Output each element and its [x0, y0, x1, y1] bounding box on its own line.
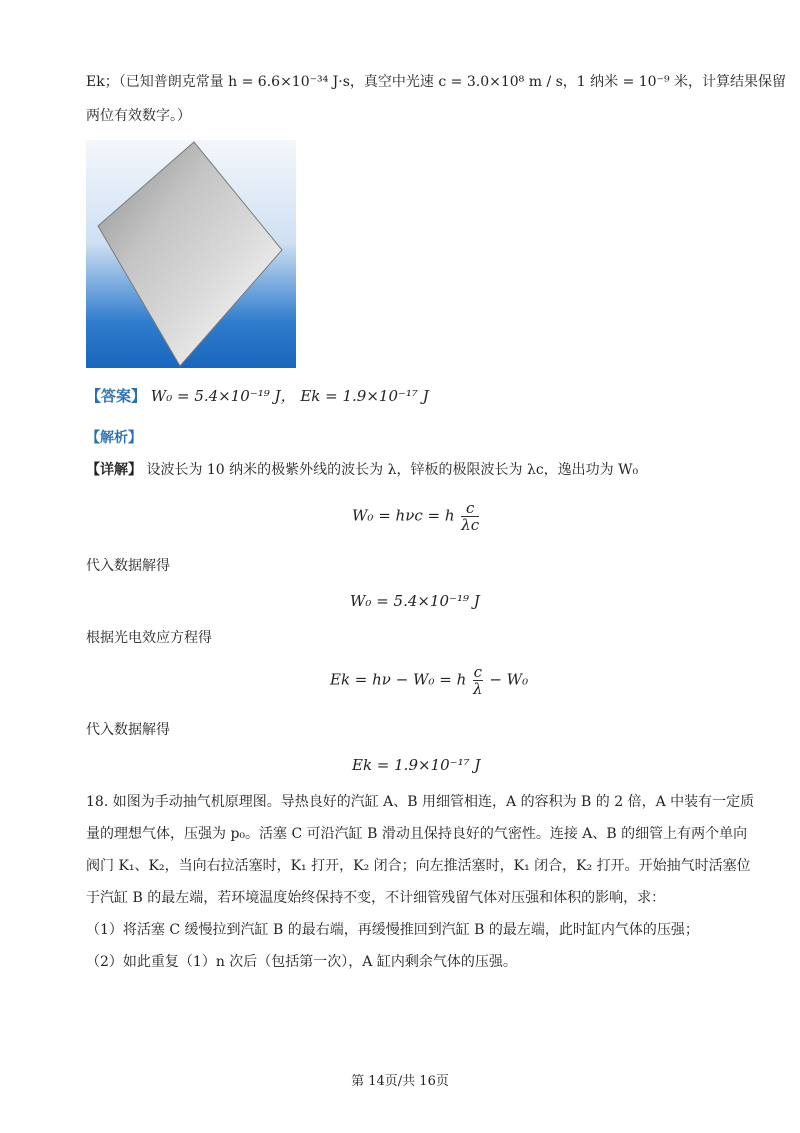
problem18-question-1: （1）将活塞 C 缓慢拉到汽缸 B 的最右端，再缓慢推回到汽缸 B 的最左端，此时缸内气体的压强；: [86, 922, 699, 938]
metal-plate-icon: [86, 140, 296, 368]
step-2: 根据光电效应方程得: [86, 630, 212, 646]
formula3-num: c: [473, 663, 482, 681]
formula1-num: c: [466, 499, 475, 517]
formula3-left: Ek = hν − W₀ = h: [330, 670, 467, 689]
formula-work-function: [352, 500, 481, 533]
formula-ek-value: Ek = 1.9×10⁻¹⁷ J: [352, 756, 481, 774]
formula3-right: − W₀: [489, 670, 529, 689]
formula3-fraction: [473, 664, 483, 697]
zinc-plate-photo: [86, 140, 296, 368]
intro-line-1: Ek；（已知普朗克常量 h = 6.6×10⁻³⁴ J·s，真空中光速 c = 3.0×10⁸ m / s，1 纳米 = 10⁻⁹ 米，计算结果保留: [86, 74, 787, 90]
formula-w0-value: W₀ = 5.4×10⁻¹⁹ J: [350, 592, 480, 610]
problem18-question-2: （2）如此重复（1）n 次后（包括第一次），A 缸内剩余气体的压强。: [86, 954, 517, 970]
problem18-line-2: 量的理想气体，压强为 p₀。活塞 C 可沿汽缸 B 滑动且保持良好的气密性。连接 A、B 的细管上有两个单向: [86, 826, 748, 842]
step-3: 代入数据解得: [86, 722, 170, 738]
formula1-fraction: [461, 500, 479, 533]
problem18-line-4: 于汽缸 B 的最左端，若环境温度始终保持不变，不计细管残留气体对压强和体积的影响，求：: [86, 890, 666, 906]
answer-text: W₀ = 5.4×10⁻¹⁹ J， Ek = 1.9×10⁻¹⁷ J: [150, 387, 429, 405]
step-1: 代入数据解得: [86, 558, 170, 574]
page-footer: 第 14页/共 16页: [351, 1074, 449, 1089]
problem18-line-1: 18. 如图为手动抽气机原理图。导热良好的汽缸 A、B 用细管相连，A 的容积为 B 的 2 倍，A 中装有一定质: [86, 794, 755, 810]
formula3-den: λ: [473, 680, 483, 698]
formula1-den: λc: [461, 516, 480, 534]
answer-row: [86, 386, 429, 406]
answer-label: 【答案】: [86, 387, 147, 405]
problem18-line-3: 阀门 K₁、K₂，当向右拉活塞时，K₁ 打开，K₂ 闭合；向左推活塞时，K₁ 闭合，K₂ 打开。开始抽气时活塞位: [86, 858, 751, 874]
formula-photoelectric: [330, 664, 528, 697]
analysis-label: 【解析】: [86, 430, 142, 446]
formula1-left: W₀ = hνc = h: [352, 506, 455, 525]
detail-label: 【详解】: [86, 462, 142, 478]
detail-text: 设波长为 10 纳米的极紫外线的波长为 λ，锌板的极限波长为 λc，逸出功为 W₀: [146, 462, 639, 478]
intro-line-2: 两位有效数字。）: [86, 108, 191, 124]
detail-row: [86, 460, 638, 480]
